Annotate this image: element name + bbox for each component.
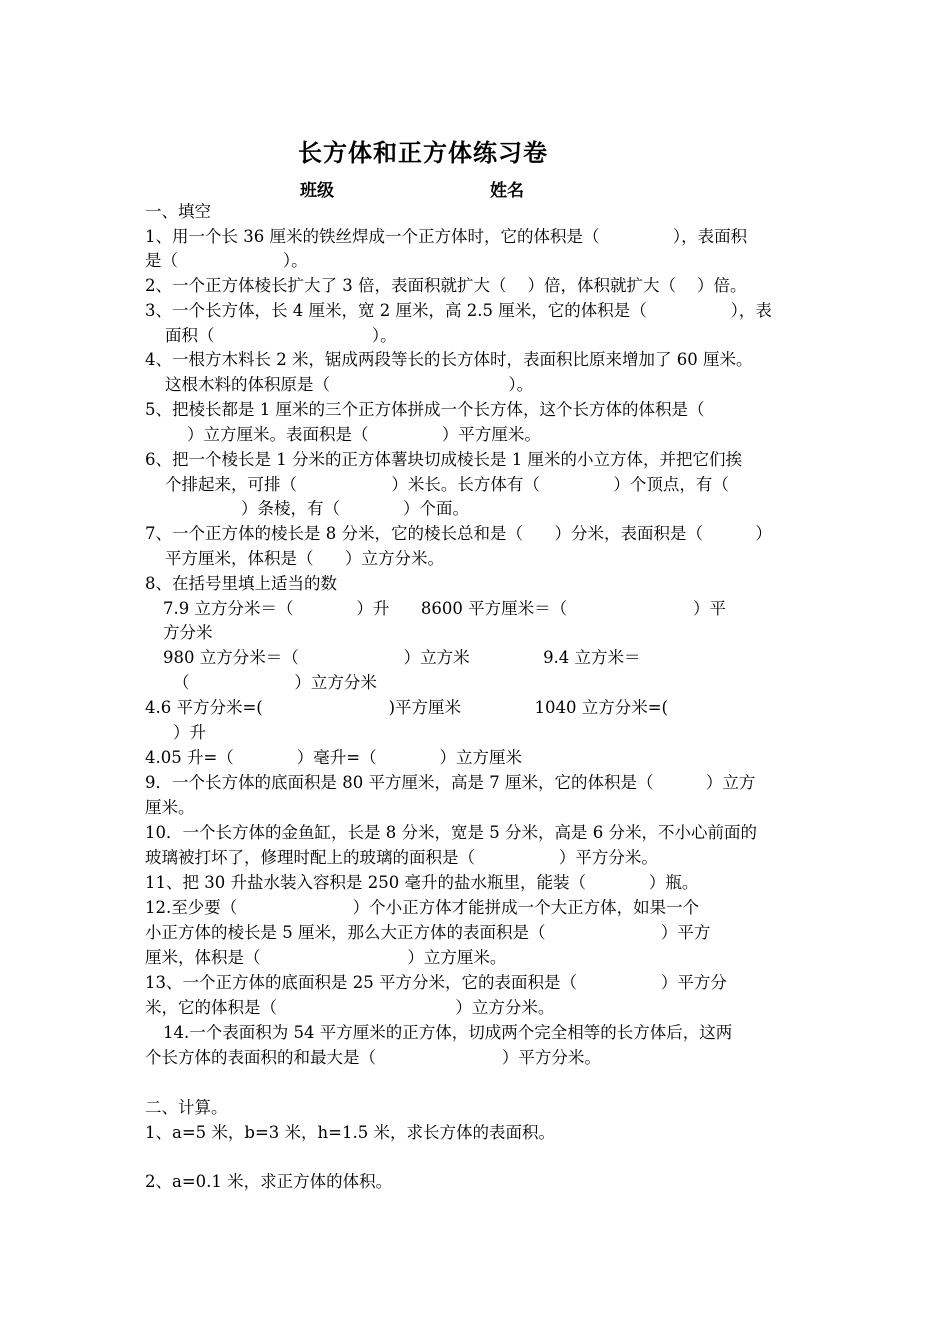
- worksheet-line: 5、把棱长都是 1 厘米的三个正方体拼成一个长方体，这个长方体的体积是（: [145, 400, 705, 419]
- worksheet-line: 14.一个表面积为 54 平方厘米的正方体，切成两个完全相等的长方体后，这两: [163, 1023, 733, 1042]
- worksheet-line: 方分米: [163, 623, 213, 642]
- worksheet-line: 980 立方分米＝（ ）立方米 9.4 立方米＝: [163, 648, 641, 667]
- worksheet-line: ）升: [173, 723, 206, 742]
- worksheet-line: 个长方体的表面积的和最大是（ ）平方分米。: [145, 1048, 601, 1067]
- worksheet-line: 6、把一个棱长是 1 分米的正方体薯块切成棱长是 1 厘米的小立方体，并把它们挨: [145, 450, 742, 469]
- worksheet-line: 10．一个长方体的金鱼缸，长是 8 分米，宽是 5 分米，高是 6 分米，不小心前面的: [145, 823, 757, 842]
- worksheet-line: ）条棱，有（ ）个面。: [241, 499, 469, 518]
- worksheet-line: 一、填空: [145, 202, 211, 221]
- worksheet-line: 12.至少要（ ）个小正方体才能拼成一个大正方体，如果一个: [145, 898, 700, 917]
- worksheet-line: 小正方体的棱长是 5 厘米，那么大正方体的表面积是（ ）平方: [145, 923, 711, 942]
- worksheet-line: 厘米，体积是（ ）立方厘米。: [145, 948, 507, 967]
- worksheet-line: 4、一根方木料长 2 米，锯成两段等长的长方体时，表面积比原来增加了 60 厘米。: [145, 350, 753, 369]
- worksheet-line: 二、计算。: [145, 1098, 228, 1117]
- worksheet-line: 13、一个正方体的底面积是 25 平方分米，它的表面积是（ ）平方分: [145, 973, 727, 992]
- worksheet-line: 平方厘米，体积是（ ）立方分米。: [165, 549, 444, 568]
- worksheet-line: （ ）立方分米: [173, 673, 377, 692]
- worksheet-line: 1、用一个长 36 厘米的铁丝焊成一个正方体时，它的体积是（ ），表面积: [145, 227, 748, 246]
- class-label: 班级: [300, 181, 334, 201]
- name-label: 姓名: [490, 181, 524, 201]
- worksheet-line: 是（ ）。: [145, 251, 308, 270]
- worksheet-line: ）立方厘米。表面积是（ ）平方厘米。: [187, 425, 541, 444]
- worksheet-line: 9．一个长方体的底面积是 80 平方厘米，高是 7 厘米，它的体积是（ ）立方: [145, 773, 756, 792]
- worksheet-line: 厘米。: [145, 798, 195, 817]
- worksheet-line: 11、把 30 升盐水装入容积是 250 毫升的盐水瓶里，能装（ ）瓶。: [145, 873, 699, 892]
- worksheet-line: 面积（ ）。: [165, 326, 397, 345]
- worksheet-line: 2、一个正方体棱长扩大了 3 倍，表面积就扩大（ ）倍，体积就扩大（ ）倍。: [145, 276, 747, 295]
- worksheet-line: 8、在括号里填上适当的数: [145, 574, 337, 593]
- worksheet-line: 7.9 立方分米＝（ ）升 8600 平方厘米＝（ ）平: [163, 599, 727, 618]
- worksheet-line: 1、a=5 米，b=3 米，h=1.5 米，求长方体的表面积。: [145, 1123, 555, 1142]
- worksheet-line: 个排起来，可排（ ）米长。长方体有（ ）个顶点，有（: [165, 475, 729, 494]
- worksheet-line: 米，它的体积是（ ）立方分米。: [145, 998, 555, 1017]
- worksheet-line: 4.6 平方分米=( )平方厘米 1040 立方分米=(: [145, 698, 668, 717]
- worksheet-line: 2、a=0.1 米，求正方体的体积。: [145, 1172, 393, 1191]
- worksheet-line: 玻璃被打坏了，修理时配上的玻璃的面积是（ ）平方分米。: [145, 848, 658, 867]
- worksheet-line: 4.05 升=（ ）毫升=（ ）立方厘米: [145, 748, 523, 767]
- worksheet-line: 这根木料的体积原是（ ）。: [165, 375, 534, 394]
- worksheet-line: 3、一个长方体，长 4 厘米，宽 2 厘米，高 2.5 厘米，它的体积是（ ），表: [145, 301, 772, 320]
- page-title: 长方体和正方体练习卷: [298, 138, 548, 167]
- worksheet-line: 7、一个正方体的棱长是 8 分米，它的棱长总和是（ ）分米，表面积是（ ）: [145, 524, 772, 543]
